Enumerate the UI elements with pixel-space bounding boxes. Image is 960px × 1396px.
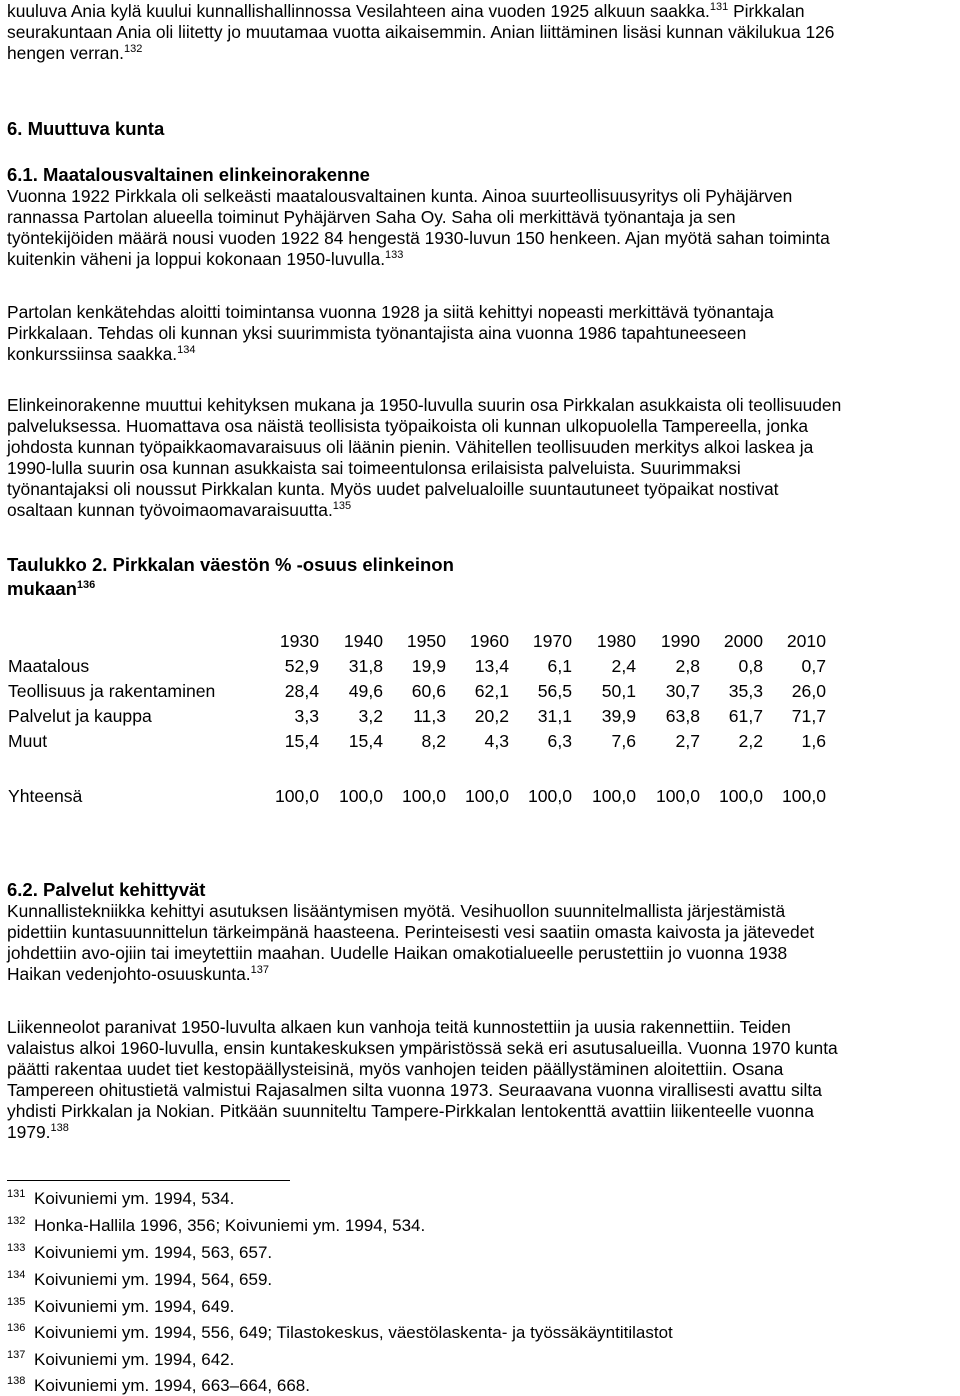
paragraph-line: osaltaan kunnan työvoimaomavaraisuutta.: [7, 500, 333, 520]
paragraph-line: Vuonna 1922 Pirkkala oli selkeästi maatalousvaltainen kunta. Ainoa suurteollisuusyritys oli Pyhäjärven: [7, 186, 793, 206]
table-cell: 11,3: [413, 706, 446, 726]
table-cell: 7,6: [611, 731, 636, 751]
section-6-2: [7, 879, 957, 985]
year-header: 1940: [343, 631, 383, 651]
table-cell: 100,0: [464, 786, 509, 806]
footnote-ref[interactable]: 133: [385, 249, 404, 261]
paragraph-line: työntekijöiden määrä nousi vuoden 1922 84 hengestä 1930-luvun 150 henkeen. Ajan myötä sahan toiminta: [7, 228, 830, 248]
row-label: Palvelut ja kauppa: [8, 706, 152, 726]
table-corner-cell: [8, 629, 258, 654]
paragraph-line: Partolan kenkätehdas aloitti toimintansa vuonna 1928 ja siitä kehittyi nopeasti merkittävä työnantaja: [7, 302, 774, 322]
table-cell: 1,6: [801, 731, 826, 751]
table-cell: 50,1: [601, 681, 636, 701]
section-6-1: [7, 164, 957, 270]
table-row: [8, 654, 826, 679]
table-cell: 100,0: [274, 786, 319, 806]
year-header: 1950: [406, 631, 446, 651]
table-cell: 100,0: [338, 786, 383, 806]
paragraph-line: konkurssiinsa saakka.: [7, 344, 178, 364]
subsection-heading: 6.2. Palvelut kehittyvät: [7, 879, 206, 900]
footnote-ref[interactable]: 134: [177, 344, 196, 356]
paragraph-line: työnantajaksi oli noussut Pirkkalan kunta. Myös uudet palvelualoille suuntautuneet työpaikat nostivat: [7, 479, 779, 499]
data-table: [8, 629, 826, 809]
footnote: 136 Koivuniemi ym. 1994, 556, 649; Tilastokeskus, väestölaskenta- ja työssäkäyntitilastot: [7, 1322, 673, 1342]
table-row: [8, 704, 826, 729]
table-cell: 49,6: [348, 681, 383, 701]
table-cell: 3,2: [358, 706, 383, 726]
footnote: 138 Koivuniemi ym. 1994, 663–664, 668.: [7, 1375, 310, 1395]
table-cell: 31,8: [348, 656, 383, 676]
section-heading: 6. Muuttuva kunta: [7, 118, 165, 139]
paragraph-line: johdettiin avo-ojiin tai imeytettiin maahan. Uudelle Haikan omakotialueelle perustettiin jo vuonna 1938: [7, 943, 788, 963]
paragraph-line: valaistus alkoi 1960-luvulla, ensin kuntakeskuksen ympäristössä sekä eri asutusalueilla. Vuonna 1970 kunta: [7, 1038, 838, 1058]
footnote-text: Koivuniemi ym. 1994, 564, 659.: [34, 1270, 273, 1289]
footnote: 134 Koivuniemi ym. 1994, 564, 659.: [7, 1269, 273, 1289]
paragraph-line: palveluksessa. Huomattava osa näistä teollisista työpaikoista oli kunnan ulkopuolella Tampereella, jonka: [7, 416, 809, 436]
paragraph-line: Kunnallistekniikka kehittyi asutuksen lisääntymisen myötä. Vesihuollon suunnitelmallista järjestämistä: [7, 901, 786, 921]
table-total-row: [8, 784, 826, 809]
paragraph-line: Haikan vedenjohto-osuuskunta.: [7, 964, 251, 984]
footnote-ref[interactable]: 136: [76, 579, 96, 591]
table-cell: 35,3: [728, 681, 763, 701]
table-cell: 20,2: [474, 706, 509, 726]
table-spacer-row: [8, 754, 826, 784]
row-label: Maatalous: [8, 656, 90, 676]
intro-line: Pirkkalan: [728, 1, 805, 21]
table-header-row: [8, 629, 826, 654]
table-cell: 100,0: [591, 786, 636, 806]
table-cell: 2,8: [675, 656, 700, 676]
subsection-heading: 6.1. Maatalousvaltainen elinkeinorakenne: [7, 164, 370, 185]
year-header: 1970: [532, 631, 572, 651]
table-cell: 30,7: [665, 681, 700, 701]
table-cell: 15,4: [348, 731, 383, 751]
table-row: [8, 679, 826, 704]
table-cell: 56,5: [537, 681, 572, 701]
table-cell: 0,8: [738, 656, 763, 676]
table-cell: 19,9: [411, 656, 446, 676]
footnote-text: Koivuniemi ym. 1994, 642.: [34, 1350, 235, 1369]
table-cell: 63,8: [665, 706, 700, 726]
paragraph-elinkeinorakenne: [7, 395, 957, 521]
paragraph-line: Pirkkalaan. Tehdas oli kunnan yksi suurimmista työnantajista aina vuonna 1986 tapahtuneeseen: [7, 323, 747, 343]
paragraph-line: Liikenneolot paranivat 1950-luvulta alkaen kun vanhoja teitä kunnostettiin ja uusia rakennettiin. Teiden: [7, 1017, 791, 1037]
footnote-text: Koivuniemi ym. 1994, 649.: [34, 1297, 235, 1316]
paragraph-line: päätti rakentaa uudet tiet kestopäällysteisinä, myös vanhojen teiden päällystäminen aloitettiin. Osana: [7, 1059, 784, 1079]
paragraph-line: kuitenkin väheni ja loppui kokonaan 1950-luvulla.: [7, 249, 386, 269]
table-cell: 2,2: [738, 731, 763, 751]
footnote-ref[interactable]: 138: [50, 1122, 69, 1134]
paragraph-liikenneolot: [7, 1017, 957, 1143]
table-caption: [7, 553, 957, 601]
paragraph-line: rannassa Partolan alueella toiminut Pyhäjärven Saha Oy. Saha oli merkittävä työnantaja ja sen: [7, 207, 736, 227]
row-label: Yhteensä: [8, 786, 83, 806]
table-cell: 100,0: [781, 786, 826, 806]
year-header: 2010: [786, 631, 826, 651]
footnote: 132 Honka-Hallila 1996, 356; Koivuniemi ym. 1994, 534.: [7, 1215, 426, 1235]
footnote: 131 Koivuniemi ym. 1994, 534.: [7, 1188, 235, 1208]
footnote: 137 Koivuniemi ym. 1994, 642.: [7, 1349, 235, 1369]
year-header: 1960: [469, 631, 509, 651]
intro-line: hengen verran.: [7, 43, 124, 63]
table-cell: 15,4: [284, 731, 319, 751]
footnote-ref[interactable]: 131: [709, 1, 729, 13]
footnote-ref[interactable]: 132: [124, 43, 143, 55]
table-cell: 31,1: [537, 706, 572, 726]
table-row: [8, 729, 826, 754]
footnote-text: Honka-Hallila 1996, 356; Koivuniemi ym. 1994, 534.: [34, 1216, 426, 1235]
table-cell: 26,0: [791, 681, 826, 701]
footnote-text: Koivuniemi ym. 1994, 663–664, 668.: [34, 1376, 310, 1395]
footnote: 133 Koivuniemi ym. 1994, 563, 657.: [7, 1242, 273, 1262]
table-cell: 13,4: [474, 656, 509, 676]
table-cell: 100,0: [527, 786, 572, 806]
paragraph-line: Tampereen ohitustietä valmistui Rajasalmen silta vuonna 1973. Seuraavana vuonna virallisesti avattu silta: [7, 1080, 822, 1100]
intro-line: seurakuntaan Ania oli liitetty jo muutamaa vuotta aikaisemmin. Anian liittäminen lisäsi kunnan väkilukua 126: [7, 22, 835, 42]
paragraph-line: Elinkeinorakenne muuttui kehityksen mukana ja 1950-luvulla suurin osa Pirkkalan asukkaista oli teollisuuden: [7, 395, 842, 415]
footnote-text: Koivuniemi ym. 1994, 563, 657.: [34, 1243, 273, 1262]
table-cell: 4,3: [484, 731, 509, 751]
year-header: 1980: [596, 631, 636, 651]
table-cell: 100,0: [718, 786, 763, 806]
paragraph-line: 1979.: [7, 1122, 51, 1142]
table-cell: 2,7: [675, 731, 700, 751]
table-cell: 60,6: [411, 681, 446, 701]
footnote: 135 Koivuniemi ym. 1994, 649.: [7, 1296, 235, 1316]
paragraph-line: 1990-lulla suurin osa kunnan asukkaista sai toimeentulonsa erilaisista palveluista. Suurimmaksi: [7, 458, 741, 478]
footnote-text: Koivuniemi ym. 1994, 556, 649; Tilastokeskus, väestölaskenta- ja työssäkäyntitilastot: [34, 1323, 673, 1342]
table-cell: 71,7: [791, 706, 826, 726]
table-cell: 100,0: [655, 786, 700, 806]
table-cell: 2,4: [611, 656, 636, 676]
table-cell: 3,3: [294, 706, 319, 726]
footnote-ref[interactable]: 137: [250, 964, 269, 976]
paragraph-line: pidettiin kuntasuunnittelun tärkeimpänä haasteena. Perinteisesti vesi saatiin omasta kaivosta ja jätevedet: [7, 922, 815, 942]
table-cell: 8,2: [421, 731, 446, 751]
row-label: Muut: [8, 731, 48, 751]
year-header: 1930: [279, 631, 319, 651]
table-cell: 0,7: [801, 656, 826, 676]
paragraph-line: yhdisti Pirkkalan ja Nokian. Pitkään suunniteltu Tampere-Pirkkalan lentokenttä avattiin liikenteelle vuonna: [7, 1101, 814, 1121]
year-header: 1990: [660, 631, 700, 651]
table-caption-line: Taulukko 2. Pirkkalan väestön % -osuus elinkeinon: [7, 554, 454, 575]
population-share-table: [8, 629, 958, 809]
year-header: 2000: [723, 631, 763, 651]
footnote-separator: [7, 1180, 290, 1181]
table-cell: 62,1: [474, 681, 509, 701]
table-caption-line: mukaan: [7, 578, 77, 599]
table-cell: 39,9: [601, 706, 636, 726]
paragraph-line: johdosta kunnan työpaikkaomavaraisuus oli läänin pienin. Vähitellen teollisuuden merkitys alkoi laskea ja: [7, 437, 814, 457]
table-cell: 6,1: [547, 656, 572, 676]
table-cell: 100,0: [401, 786, 446, 806]
table-cell: 52,9: [284, 656, 319, 676]
intro-line: kuuluva Ania kylä kuului kunnallishallinnossa Vesilahteen aina vuoden 1925 alkuun saakka.: [7, 1, 710, 21]
table-cell: 28,4: [284, 681, 319, 701]
table-cell: 6,3: [547, 731, 572, 751]
table-cell: 61,7: [728, 706, 763, 726]
footnote-text: Koivuniemi ym. 1994, 534.: [34, 1189, 235, 1208]
footnote-ref[interactable]: 135: [332, 500, 352, 512]
row-label: Teollisuus ja rakentaminen: [8, 681, 216, 701]
intro-paragraph: [7, 1, 957, 64]
paragraph-kenkatehdas: [7, 302, 957, 365]
